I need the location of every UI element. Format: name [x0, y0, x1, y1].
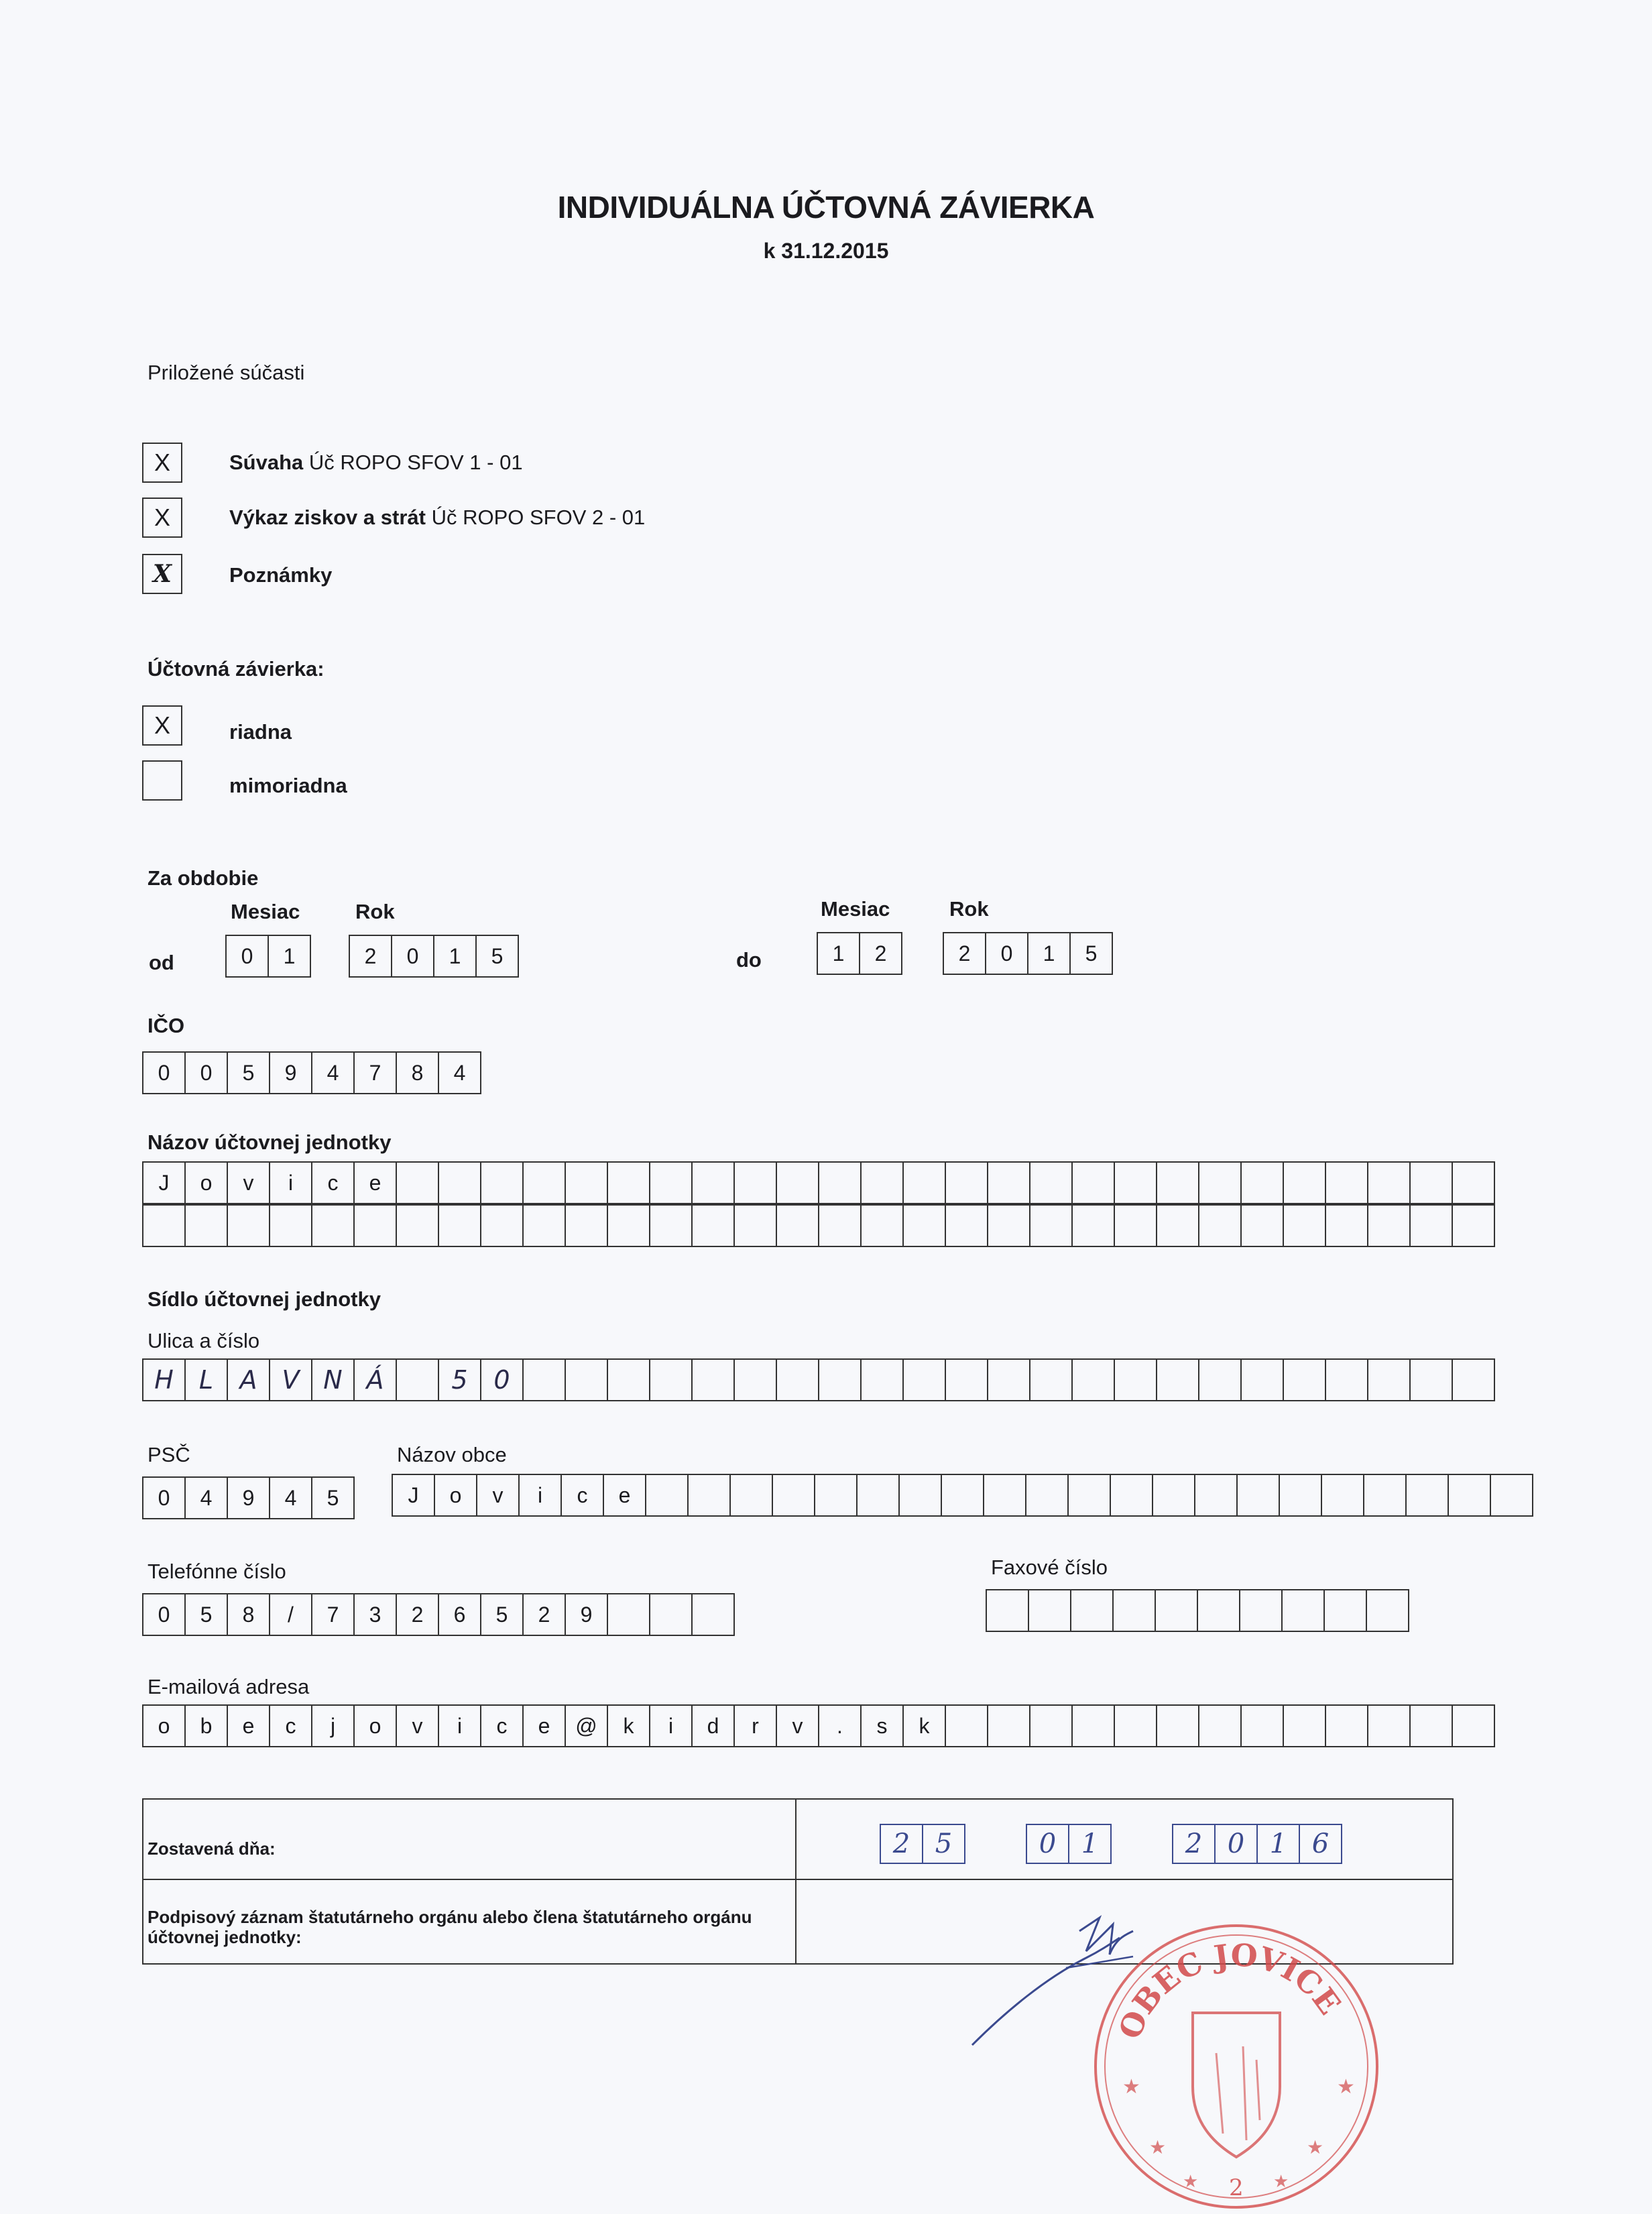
- char-cell[interactable]: [735, 1161, 777, 1204]
- char-cell[interactable]: [984, 1474, 1026, 1517]
- char-cell[interactable]: o: [186, 1161, 228, 1204]
- char-cell[interactable]: [777, 1358, 819, 1401]
- char-cell[interactable]: e: [524, 1704, 566, 1747]
- svg-text:★: ★: [1337, 2076, 1355, 2098]
- char-cell[interactable]: 0: [186, 1051, 228, 1094]
- char-cell[interactable]: 0: [481, 1358, 524, 1401]
- checkbox-riadna[interactable]: X: [142, 705, 182, 746]
- char-cell[interactable]: 0: [1216, 1824, 1258, 1864]
- char-cell[interactable]: Á: [355, 1358, 397, 1401]
- char-cell[interactable]: [693, 1593, 735, 1636]
- char-cell[interactable]: 9: [228, 1476, 270, 1519]
- char-cell[interactable]: [1242, 1358, 1284, 1401]
- char-cell[interactable]: [1073, 1358, 1115, 1401]
- compiled-year-field[interactable]: [1172, 1824, 1342, 1864]
- char-cell[interactable]: 4: [439, 1051, 481, 1094]
- char-cell[interactable]: [646, 1474, 689, 1517]
- char-cell[interactable]: 5: [439, 1358, 481, 1401]
- char-cell[interactable]: [731, 1474, 773, 1517]
- char-cell[interactable]: [1069, 1474, 1111, 1517]
- char-cell[interactable]: 7: [355, 1051, 397, 1094]
- char-cell[interactable]: [1326, 1161, 1368, 1204]
- attachments-heading: Priložené súčasti: [148, 361, 305, 384]
- char-cell[interactable]: [1199, 1161, 1242, 1204]
- char-cell[interactable]: [524, 1358, 566, 1401]
- to-year-label: Rok: [949, 897, 989, 921]
- char-cell[interactable]: [815, 1474, 858, 1517]
- char-cell[interactable]: [650, 1204, 693, 1247]
- char-cell[interactable]: 4: [270, 1476, 312, 1519]
- char-cell[interactable]: [524, 1161, 566, 1204]
- from-year-field[interactable]: [349, 935, 519, 978]
- char-cell[interactable]: [862, 1161, 904, 1204]
- char-cell[interactable]: A: [228, 1358, 270, 1401]
- char-cell[interactable]: [608, 1161, 650, 1204]
- char-cell[interactable]: [1322, 1474, 1364, 1517]
- char-cell[interactable]: [693, 1358, 735, 1401]
- street-field[interactable]: [142, 1358, 1495, 1401]
- char-cell[interactable]: [1280, 1474, 1322, 1517]
- phone-label: Telefónne číslo: [148, 1560, 286, 1583]
- char-cell[interactable]: [1114, 1589, 1156, 1632]
- char-cell[interactable]: [1030, 1161, 1073, 1204]
- char-cell[interactable]: [1326, 1204, 1368, 1247]
- char-cell[interactable]: [1115, 1161, 1157, 1204]
- char-cell[interactable]: j: [312, 1704, 355, 1747]
- from-month-field[interactable]: [225, 935, 311, 978]
- char-cell[interactable]: 2: [350, 935, 392, 978]
- char-cell[interactable]: [1284, 1358, 1326, 1401]
- char-cell[interactable]: i: [270, 1161, 312, 1204]
- char-cell[interactable]: [566, 1161, 608, 1204]
- char-cell[interactable]: [904, 1204, 946, 1247]
- unit-name-row1[interactable]: [142, 1161, 1495, 1204]
- to-year-field[interactable]: [943, 932, 1113, 975]
- char-cell[interactable]: [1368, 1358, 1411, 1401]
- char-cell[interactable]: [481, 1204, 524, 1247]
- char-cell[interactable]: [819, 1204, 862, 1247]
- char-cell[interactable]: 1: [818, 932, 860, 975]
- char-cell[interactable]: [1407, 1474, 1449, 1517]
- char-cell[interactable]: [904, 1161, 946, 1204]
- char-cell[interactable]: [608, 1358, 650, 1401]
- char-cell[interactable]: 2: [524, 1593, 566, 1636]
- char-cell[interactable]: [1238, 1474, 1280, 1517]
- from-year-label: Rok: [355, 900, 395, 923]
- char-cell[interactable]: [1157, 1358, 1199, 1401]
- char-cell[interactable]: [693, 1204, 735, 1247]
- attachment-poznamky-label: Poznámky: [229, 563, 333, 587]
- char-cell[interactable]: [777, 1204, 819, 1247]
- char-cell[interactable]: [1364, 1474, 1407, 1517]
- char-cell[interactable]: 1: [434, 935, 477, 978]
- char-cell[interactable]: e: [228, 1704, 270, 1747]
- char-cell[interactable]: [1453, 1704, 1495, 1747]
- char-cell[interactable]: [524, 1204, 566, 1247]
- char-cell[interactable]: 2: [944, 932, 986, 975]
- char-cell[interactable]: 4: [186, 1476, 228, 1519]
- char-cell[interactable]: @: [566, 1704, 608, 1747]
- stamp-text: OBEC JOVICE: [1111, 1936, 1348, 2044]
- char-cell[interactable]: [1156, 1589, 1198, 1632]
- char-cell[interactable]: c: [270, 1704, 312, 1747]
- char-cell[interactable]: 5: [923, 1824, 965, 1864]
- psc-label: PSČ: [148, 1443, 190, 1466]
- char-cell[interactable]: [1199, 1358, 1242, 1401]
- char-cell[interactable]: c: [312, 1161, 355, 1204]
- char-cell[interactable]: [904, 1358, 946, 1401]
- char-cell[interactable]: 1: [269, 935, 311, 978]
- char-cell[interactable]: 0: [1027, 1824, 1069, 1864]
- char-cell[interactable]: [1284, 1704, 1326, 1747]
- email-label: E-mailová adresa: [148, 1675, 310, 1698]
- char-cell[interactable]: [1115, 1358, 1157, 1401]
- checkbox-mimoriadna[interactable]: [142, 760, 182, 801]
- char-cell[interactable]: [1411, 1358, 1453, 1401]
- char-cell[interactable]: [397, 1358, 439, 1401]
- char-cell[interactable]: 5: [228, 1051, 270, 1094]
- char-cell[interactable]: 5: [186, 1593, 228, 1636]
- char-cell[interactable]: N: [312, 1358, 355, 1401]
- ico-field[interactable]: [142, 1051, 481, 1094]
- svg-text:★: ★: [1183, 2171, 1199, 2191]
- char-cell[interactable]: [773, 1474, 815, 1517]
- char-cell[interactable]: [1198, 1589, 1240, 1632]
- char-cell[interactable]: [608, 1593, 650, 1636]
- attachment-vykaz-label: Výkaz ziskov a strát Úč ROPO SFOV 2 - 01: [229, 506, 646, 529]
- char-cell[interactable]: [1411, 1161, 1453, 1204]
- char-cell[interactable]: [819, 1161, 862, 1204]
- svg-text:★: ★: [1307, 2137, 1324, 2158]
- char-cell[interactable]: [1030, 1358, 1073, 1401]
- char-cell[interactable]: 2: [881, 1824, 923, 1864]
- char-cell[interactable]: [1240, 1589, 1283, 1632]
- fax-field[interactable]: [986, 1589, 1409, 1632]
- char-cell[interactable]: 7: [312, 1593, 355, 1636]
- char-cell[interactable]: [270, 1204, 312, 1247]
- char-cell[interactable]: H: [143, 1358, 186, 1401]
- char-cell[interactable]: V: [270, 1358, 312, 1401]
- char-cell[interactable]: [1073, 1161, 1115, 1204]
- char-cell[interactable]: [1242, 1704, 1284, 1747]
- char-cell[interactable]: [1199, 1704, 1242, 1747]
- char-cell[interactable]: [650, 1358, 693, 1401]
- char-cell[interactable]: .: [819, 1704, 862, 1747]
- period-heading: Za obdobie: [148, 866, 259, 890]
- char-cell[interactable]: [1030, 1204, 1073, 1247]
- char-cell[interactable]: [1157, 1161, 1199, 1204]
- char-cell[interactable]: 2: [397, 1593, 439, 1636]
- char-cell[interactable]: [942, 1474, 984, 1517]
- option-riadna-label: riadna: [229, 720, 292, 744]
- checkbox-poznamky[interactable]: X: [142, 554, 182, 594]
- char-cell[interactable]: [1284, 1161, 1326, 1204]
- char-cell[interactable]: [1115, 1204, 1157, 1247]
- char-cell[interactable]: 1: [1069, 1824, 1112, 1864]
- char-cell[interactable]: [1073, 1204, 1115, 1247]
- unit-name-label: Názov účtovnej jednotky: [148, 1130, 392, 1154]
- city-field[interactable]: [392, 1474, 1533, 1517]
- document-date: k 31.12.2015: [763, 239, 889, 263]
- char-cell[interactable]: [1368, 1204, 1411, 1247]
- char-cell[interactable]: o: [143, 1704, 186, 1747]
- char-cell[interactable]: [819, 1358, 862, 1401]
- svg-text:★: ★: [1273, 2171, 1289, 2191]
- seat-heading: Sídlo účtovnej jednotky: [148, 1287, 381, 1311]
- char-cell[interactable]: 5: [312, 1476, 355, 1519]
- city-label: Názov obce: [397, 1443, 507, 1466]
- checkbox-suvaha[interactable]: X: [142, 443, 182, 483]
- char-cell[interactable]: [1491, 1474, 1533, 1517]
- char-cell[interactable]: e: [604, 1474, 646, 1517]
- char-cell[interactable]: 9: [566, 1593, 608, 1636]
- from-label: od: [149, 951, 174, 974]
- char-cell[interactable]: 3: [355, 1593, 397, 1636]
- char-cell[interactable]: i: [650, 1704, 693, 1747]
- char-cell[interactable]: [1111, 1474, 1153, 1517]
- char-cell[interactable]: [1411, 1704, 1453, 1747]
- email-field[interactable]: [142, 1704, 1495, 1747]
- char-cell[interactable]: c: [562, 1474, 604, 1517]
- char-cell[interactable]: [777, 1161, 819, 1204]
- char-cell[interactable]: [228, 1204, 270, 1247]
- char-cell[interactable]: s: [862, 1704, 904, 1747]
- char-cell[interactable]: [312, 1204, 355, 1247]
- char-cell[interactable]: [1026, 1474, 1069, 1517]
- document-title: INDIVIDUÁLNA ÚČTOVNÁ ZÁVIERKA: [557, 190, 1095, 225]
- char-cell[interactable]: [650, 1161, 693, 1204]
- char-cell[interactable]: 0: [986, 932, 1028, 975]
- char-cell[interactable]: [693, 1161, 735, 1204]
- char-cell[interactable]: 6: [439, 1593, 481, 1636]
- char-cell[interactable]: [1195, 1474, 1238, 1517]
- char-cell[interactable]: o: [355, 1704, 397, 1747]
- char-cell[interactable]: [858, 1474, 900, 1517]
- char-cell[interactable]: [862, 1204, 904, 1247]
- char-cell[interactable]: b: [186, 1704, 228, 1747]
- char-cell[interactable]: 0: [392, 935, 434, 978]
- char-cell[interactable]: i: [520, 1474, 562, 1517]
- char-cell[interactable]: 5: [1071, 932, 1113, 975]
- char-cell[interactable]: 1: [1028, 932, 1071, 975]
- char-cell[interactable]: [439, 1204, 481, 1247]
- char-cell[interactable]: [1367, 1589, 1409, 1632]
- char-cell[interactable]: i: [439, 1704, 481, 1747]
- char-cell[interactable]: /: [270, 1593, 312, 1636]
- char-cell[interactable]: 0: [227, 935, 269, 978]
- char-cell[interactable]: [735, 1204, 777, 1247]
- table-divider: [795, 1800, 796, 1963]
- char-cell[interactable]: [1326, 1358, 1368, 1401]
- char-cell[interactable]: [1157, 1204, 1199, 1247]
- char-cell[interactable]: v: [228, 1161, 270, 1204]
- unit-name-row2[interactable]: [142, 1204, 1495, 1247]
- from-month-label: Mesiac: [231, 900, 300, 923]
- char-cell[interactable]: e: [355, 1161, 397, 1204]
- char-cell[interactable]: 4: [312, 1051, 355, 1094]
- checkbox-vykaz[interactable]: X: [142, 498, 182, 538]
- char-cell[interactable]: [1115, 1704, 1157, 1747]
- char-cell[interactable]: [397, 1161, 439, 1204]
- char-cell[interactable]: [1071, 1589, 1114, 1632]
- char-cell[interactable]: L: [186, 1358, 228, 1401]
- attachment-suvaha-label: Súvaha Úč ROPO SFOV 1 - 01: [229, 451, 523, 474]
- svg-text:★: ★: [1122, 2076, 1140, 2098]
- ico-label: IČO: [148, 1014, 185, 1037]
- char-cell[interactable]: [566, 1358, 608, 1401]
- char-cell[interactable]: [1284, 1204, 1326, 1247]
- char-cell[interactable]: [946, 1161, 988, 1204]
- char-cell[interactable]: [1411, 1204, 1453, 1247]
- char-cell[interactable]: [1242, 1161, 1284, 1204]
- char-cell[interactable]: J: [393, 1474, 435, 1517]
- char-cell[interactable]: c: [481, 1704, 524, 1747]
- signature-label: Podpisový záznam štatutárneho orgánu alebo člena štatutárneho orgánu účtovnej jednotky:: [148, 1907, 752, 1947]
- official-stamp: [1089, 1919, 1384, 2214]
- stamp-number: 2: [1229, 2174, 1244, 2201]
- char-cell[interactable]: [566, 1204, 608, 1247]
- compiled-day-field[interactable]: [880, 1824, 965, 1864]
- char-cell[interactable]: o: [435, 1474, 477, 1517]
- char-cell[interactable]: 1: [1258, 1824, 1300, 1864]
- to-month-field[interactable]: [817, 932, 902, 975]
- table-divider: [143, 1879, 1452, 1880]
- compiled-date-label: Zostavená dňa:: [148, 1839, 276, 1859]
- char-cell[interactable]: [862, 1358, 904, 1401]
- char-cell[interactable]: [1453, 1161, 1495, 1204]
- char-cell[interactable]: 0: [143, 1593, 186, 1636]
- char-cell[interactable]: 8: [228, 1593, 270, 1636]
- char-cell[interactable]: [1325, 1589, 1367, 1632]
- char-cell[interactable]: v: [397, 1704, 439, 1747]
- char-cell[interactable]: [988, 1358, 1030, 1401]
- char-cell[interactable]: 6: [1300, 1824, 1342, 1864]
- char-cell[interactable]: 9: [270, 1051, 312, 1094]
- char-cell[interactable]: [355, 1204, 397, 1247]
- char-cell[interactable]: 5: [477, 935, 519, 978]
- char-cell[interactable]: [987, 1589, 1029, 1632]
- char-cell[interactable]: [946, 1704, 988, 1747]
- char-cell[interactable]: [900, 1474, 942, 1517]
- char-cell[interactable]: k: [608, 1704, 650, 1747]
- to-month-label: Mesiac: [821, 897, 890, 921]
- option-mimoriadna-label: mimoriadna: [229, 774, 347, 797]
- to-label: do: [736, 948, 762, 972]
- char-cell[interactable]: v: [777, 1704, 819, 1747]
- char-cell[interactable]: [1153, 1474, 1195, 1517]
- char-cell[interactable]: J: [143, 1161, 186, 1204]
- char-cell[interactable]: [988, 1204, 1030, 1247]
- phone-field[interactable]: [142, 1593, 735, 1636]
- char-cell[interactable]: [1283, 1589, 1325, 1632]
- fax-label: Faxové číslo: [991, 1556, 1108, 1579]
- char-cell[interactable]: k: [904, 1704, 946, 1747]
- char-cell[interactable]: [650, 1593, 693, 1636]
- char-cell[interactable]: [608, 1204, 650, 1247]
- char-cell[interactable]: 2: [860, 932, 902, 975]
- char-cell[interactable]: [439, 1161, 481, 1204]
- char-cell[interactable]: [1030, 1704, 1073, 1747]
- closing-type-heading: Účtovná závierka:: [148, 657, 324, 681]
- char-cell[interactable]: [946, 1204, 988, 1247]
- char-cell[interactable]: [988, 1704, 1030, 1747]
- char-cell[interactable]: 0: [143, 1051, 186, 1094]
- char-cell[interactable]: [1326, 1704, 1368, 1747]
- char-cell[interactable]: 5: [481, 1593, 524, 1636]
- char-cell[interactable]: [1453, 1358, 1495, 1401]
- char-cell[interactable]: [1242, 1204, 1284, 1247]
- char-cell[interactable]: 8: [397, 1051, 439, 1094]
- char-cell[interactable]: 2: [1173, 1824, 1216, 1864]
- char-cell[interactable]: [1029, 1589, 1071, 1632]
- char-cell[interactable]: [143, 1204, 186, 1247]
- char-cell[interactable]: [1368, 1161, 1411, 1204]
- street-label: Ulica a číslo: [148, 1329, 260, 1352]
- char-cell[interactable]: 0: [143, 1476, 186, 1519]
- svg-text:★: ★: [1149, 2137, 1167, 2158]
- compiled-month-field[interactable]: [1026, 1824, 1112, 1864]
- char-cell[interactable]: r: [735, 1704, 777, 1747]
- char-cell[interactable]: [689, 1474, 731, 1517]
- char-cell[interactable]: [735, 1358, 777, 1401]
- char-cell[interactable]: [397, 1204, 439, 1247]
- char-cell[interactable]: [1073, 1704, 1115, 1747]
- char-cell[interactable]: [1449, 1474, 1491, 1517]
- char-cell[interactable]: [1199, 1204, 1242, 1247]
- char-cell[interactable]: [481, 1161, 524, 1204]
- char-cell[interactable]: [1368, 1704, 1411, 1747]
- char-cell[interactable]: d: [693, 1704, 735, 1747]
- char-cell[interactable]: [1453, 1204, 1495, 1247]
- char-cell[interactable]: [186, 1204, 228, 1247]
- char-cell[interactable]: [946, 1358, 988, 1401]
- char-cell[interactable]: [988, 1161, 1030, 1204]
- char-cell[interactable]: v: [477, 1474, 520, 1517]
- char-cell[interactable]: [1157, 1704, 1199, 1747]
- psc-field[interactable]: [142, 1476, 355, 1519]
